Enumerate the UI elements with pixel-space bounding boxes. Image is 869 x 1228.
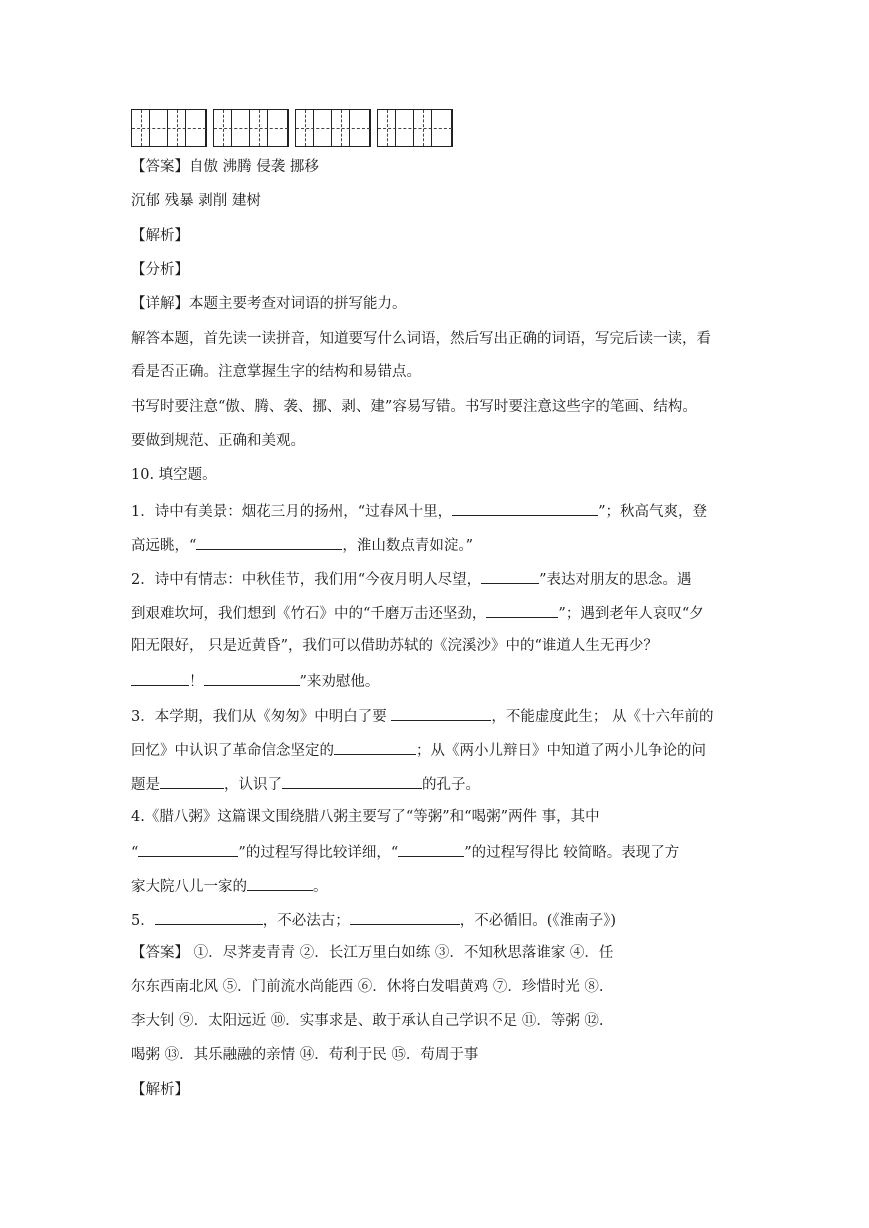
q3-text-d: ；从《两小儿辩日》中知道了两小儿争论的问 bbox=[416, 743, 706, 759]
q3-text-a: 3．本学期，我们从《匆匆》中明白了要 bbox=[131, 709, 392, 725]
q4-text-c: ”的过程写得比较详细，“ bbox=[238, 845, 399, 861]
q2-line4 bbox=[131, 670, 379, 692]
q4-line2 bbox=[131, 841, 679, 863]
detail-label: 【详解】 bbox=[131, 296, 189, 312]
q5-blank-1[interactable] bbox=[155, 909, 263, 925]
q1-blank-2[interactable] bbox=[196, 534, 342, 550]
answer-line-2: 沉郁 残暴 剥削 建树 bbox=[131, 193, 261, 209]
answer-label: 【答案】 bbox=[131, 159, 189, 175]
answer-line-1 bbox=[131, 157, 319, 177]
q5-text-c: ，不必循旧。(《淮南子》) bbox=[459, 913, 617, 929]
q2-line2 bbox=[131, 602, 704, 624]
q5-blank-2[interactable] bbox=[350, 909, 460, 925]
writing-grid-3[interactable] bbox=[295, 109, 371, 147]
q2-blank-4[interactable] bbox=[204, 670, 300, 686]
q2-text-f: ！ bbox=[189, 674, 204, 690]
q3-blank-1[interactable] bbox=[391, 705, 491, 721]
writing-grid-1[interactable] bbox=[131, 109, 207, 147]
q3-blank-3[interactable] bbox=[160, 773, 224, 789]
q4-line3 bbox=[131, 875, 328, 897]
q3-line1 bbox=[131, 705, 713, 727]
answer2-line3: 李大钊 ⑨．太阳远近 ⑩．实事求是、敢于承认自己学识不足 ⑪．等粥 ⑫. bbox=[131, 1013, 604, 1029]
q3-text-b: ，不能虚度此生； 从《十六年前的 bbox=[491, 709, 714, 725]
q1-line2 bbox=[131, 534, 473, 556]
detail-p2-line2: 要做到规范、正确和美观。 bbox=[131, 433, 305, 449]
q1-text-a: 1．诗中有美景：烟花三月的扬州，“过春风十里， bbox=[131, 504, 453, 520]
q1-text-b: ”；秋高气爽，登 bbox=[598, 504, 708, 520]
fenxi-label: 【分析】 bbox=[131, 262, 189, 278]
q1-blank-1[interactable] bbox=[452, 500, 598, 516]
q4-text-f: 。 bbox=[313, 879, 328, 895]
answer2-line2: 尔东西南北风 ⑤．门前流水尚能西 ⑥．休将白发唱黄鸡 ⑦．珍惜时光 ⑧. bbox=[131, 979, 604, 995]
q4-blank-1[interactable] bbox=[138, 841, 238, 857]
writing-grid-row bbox=[131, 109, 461, 147]
q4-blank-2[interactable] bbox=[398, 841, 464, 857]
q3-text-g: 的孔子。 bbox=[422, 777, 480, 793]
analysis-label: 【解析】 bbox=[131, 228, 189, 244]
detail-text: 本题主要考查对词语的拼写能力。 bbox=[189, 296, 407, 312]
q2-blank-2[interactable] bbox=[486, 602, 558, 618]
q2-line3: 阳无限好， 只是近黄昏”，我们可以借助苏轼的《浣溪沙》中的“谁道人生无再少？ bbox=[131, 638, 658, 654]
q3-line3 bbox=[131, 773, 480, 795]
q3-text-e: 题是 bbox=[131, 777, 160, 793]
writing-grid-2[interactable] bbox=[213, 109, 289, 147]
answer-text-1: 自傲 沸腾 侵袭 挪移 bbox=[189, 159, 319, 175]
q3-blank-2[interactable] bbox=[334, 739, 416, 755]
answer2-line1: 【答案】 ①．尽荠麦青青 ②．长江万里白如练 ③．不知秋思落谁家 ④．任 bbox=[131, 945, 614, 961]
q2-text-d: ”；遇到老年人哀叹“夕 bbox=[558, 606, 704, 622]
detail-p2-line1: 书写时要注意“傲、腾、袭、挪、剥、建”容易写错。书写时要注意这些字的笔画、结构。 bbox=[131, 399, 697, 415]
q4-text-d: ”的过程写得比 较简略。表现了方 bbox=[464, 845, 680, 861]
q5-text-a: 5． bbox=[131, 913, 155, 929]
q4-blank-3[interactable] bbox=[247, 875, 313, 891]
writing-grid-4[interactable] bbox=[377, 109, 453, 147]
answer2-line4: 喝粥 ⑬．其乐融融的亲情 ⑭．苟利于民 ⑮．苟周于事 bbox=[131, 1047, 479, 1063]
q2-text-b: ”表达对朋友的思念。遇 bbox=[539, 572, 692, 588]
detail-line bbox=[131, 294, 407, 314]
detail-p1-line2: 看是否正确。注意掌握生字的结构和易错点。 bbox=[131, 364, 421, 380]
q2-line1 bbox=[131, 568, 692, 590]
analysis-label-2: 【解析】 bbox=[131, 1082, 189, 1098]
q4-line1: 4.《腊八粥》这篇课文围绕腊八粥主要写了“等粥”和“喝粥”两件 事，其中 bbox=[131, 809, 600, 825]
q2-text-a: 2．诗中有情志：中秋佳节，我们用“今夜月明人尽望， bbox=[131, 572, 482, 588]
q2-text-c: 到艰难坎坷，我们想到《竹石》中的“千磨万击还坚劲， bbox=[131, 606, 487, 622]
q2-text-g: ”来劝慰他。 bbox=[299, 674, 380, 690]
q1-line1 bbox=[131, 500, 707, 522]
q3-text-c: 回忆》中认识了革命信念坚定的 bbox=[131, 743, 334, 759]
detail-p1-line1: 解答本题，首先读一读拼音，知道要写什么词语，然后写出正确的词语，写完后读一读，看 bbox=[131, 331, 711, 347]
q5-line bbox=[131, 909, 616, 931]
q3-line2 bbox=[131, 739, 706, 761]
q4-text-e: 家大院八儿一家的 bbox=[131, 879, 247, 895]
q5-text-b: ，不必法古； bbox=[262, 913, 350, 929]
q2-blank-3[interactable] bbox=[131, 670, 189, 686]
q1-text-d: ，淮山数点青如淀。” bbox=[342, 538, 474, 554]
q4-text-b: “ bbox=[131, 845, 139, 861]
q3-blank-4[interactable] bbox=[282, 773, 422, 789]
q3-text-f: ，认识了 bbox=[224, 777, 282, 793]
q1-text-c: 高远眺，“ bbox=[131, 538, 197, 554]
q2-blank-1[interactable] bbox=[481, 568, 539, 584]
question-10-title: 10. 填空题。 bbox=[131, 467, 217, 483]
